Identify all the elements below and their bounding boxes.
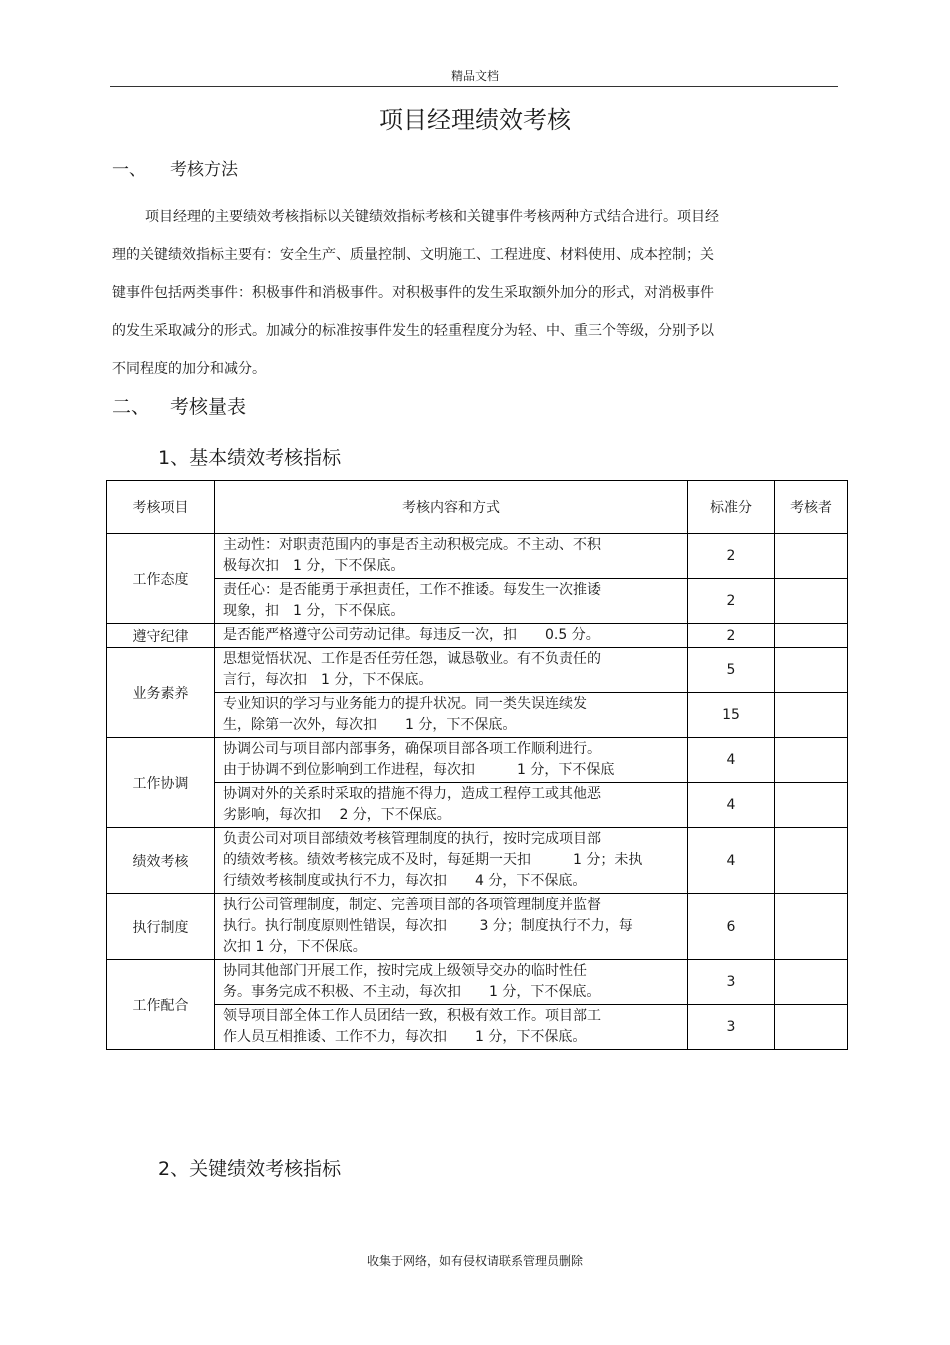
assessor-cell	[775, 960, 848, 1005]
content-cell	[215, 534, 688, 579]
method-paragraph	[112, 198, 758, 388]
column-header: 考核项目	[107, 481, 215, 534]
content-line: 劣影响，每次扣 2 分，下不保底。	[223, 807, 451, 823]
subsection-heading-key: 2、关键绩效考核指标	[158, 1158, 342, 1180]
score-cell: 6	[688, 894, 775, 960]
score-cell: 5	[688, 648, 775, 693]
column-header: 考核内容和方式	[215, 481, 688, 534]
table-row	[107, 738, 848, 783]
score-cell: 15	[688, 693, 775, 738]
paragraph-line: 的发生采取减分的形式。加减分的标准按事件发生的轻重程度分为轻、中、重三个等级，分别予以	[112, 323, 714, 339]
paragraph-line: 不同程度的加分和减分。	[112, 361, 266, 377]
content-line: 思想觉悟状况、工作是否任劳任怨，诚恳敬业。有不负责任的	[223, 651, 601, 667]
category-cell: 绩效考核	[107, 828, 215, 894]
content-cell	[215, 738, 688, 783]
content-line: 协调公司与项目部内部事务，确保项目部各项工作顺利进行。	[223, 741, 601, 757]
content-cell	[215, 579, 688, 624]
table-row	[107, 648, 848, 693]
column-header: 标准分	[688, 481, 775, 534]
assessor-cell	[775, 534, 848, 579]
section-title: 考核方法	[170, 160, 238, 180]
table-row	[107, 960, 848, 1005]
assessor-cell	[775, 894, 848, 960]
content-line: 协同其他部门开展工作，按时完成上级领导交办的临时性任	[223, 963, 587, 979]
content-cell	[215, 648, 688, 693]
table-row	[107, 894, 848, 960]
content-cell	[215, 1005, 688, 1050]
assessor-cell	[775, 828, 848, 894]
score-cell: 4	[688, 783, 775, 828]
content-line: 生，除第一次外，每次扣 1 分，下不保底。	[223, 717, 517, 733]
content-cell	[215, 783, 688, 828]
content-cell	[215, 960, 688, 1005]
content-line: 负责公司对项目部绩效考核管理制度的执行，按时完成项目部	[223, 831, 601, 847]
assessment-table	[106, 480, 848, 1050]
content-line: 领导项目部全体工作人员团结一致，积极有效工作。项目部工	[223, 1008, 601, 1024]
score-cell: 2	[688, 624, 775, 648]
assessor-cell	[775, 624, 848, 648]
content-line: 务。事务完成不积极、不主动，每次扣 1 分，下不保底。	[223, 984, 601, 1000]
column-header: 考核者	[775, 481, 848, 534]
content-line: 言行，每次扣 1 分，下不保底。	[223, 672, 433, 688]
section-title: 考核量表	[170, 396, 247, 418]
score-cell: 3	[688, 960, 775, 1005]
page-header: 精品文档	[450, 69, 499, 83]
content-line: 现象，扣 1 分，下不保底。	[223, 603, 405, 619]
content-line: 由于协调不到位影响到工作进程，每次扣 1 分，下不保底	[223, 762, 615, 778]
section-number: 一、	[112, 160, 146, 180]
content-cell	[215, 894, 688, 960]
assessor-cell	[775, 738, 848, 783]
category-cell: 工作态度	[107, 534, 215, 624]
score-cell: 4	[688, 738, 775, 783]
score-cell: 2	[688, 534, 775, 579]
table-row	[107, 828, 848, 894]
score-cell: 3	[688, 1005, 775, 1050]
score-cell: 2	[688, 579, 775, 624]
category-cell: 业务素养	[107, 648, 215, 738]
content-line: 的绩效考核。绩效考核完成不及时，每延期一天扣 1 分；未执	[223, 852, 643, 868]
paragraph-line: 理的关键绩效指标主要有：安全生产、质量控制、文明施工、工程进度、材料使用、成本控制；关	[112, 247, 714, 263]
document-title: 项目经理绩效考核	[379, 106, 571, 134]
assessor-cell	[775, 693, 848, 738]
table-row	[107, 783, 848, 828]
table-row	[107, 534, 848, 579]
table-header-row	[107, 481, 848, 534]
subsection-heading-basic: 1、基本绩效考核指标	[158, 447, 342, 469]
section-number: 二、	[112, 396, 151, 418]
table-row	[107, 624, 848, 648]
page-footer: 收集于网络，如有侵权请联系管理员删除	[366, 1254, 583, 1268]
assessor-cell	[775, 1005, 848, 1050]
content-line: 行绩效考核制度或执行不力，每次扣 4 分，下不保底。	[223, 873, 587, 889]
table-row	[107, 693, 848, 738]
content-cell	[215, 624, 688, 648]
content-line: 专业知识的学习与业务能力的提升状况。同一类失误连续发	[223, 696, 587, 712]
category-cell: 遵守纪律	[107, 624, 215, 648]
section-heading-2	[112, 392, 246, 419]
content-line: 作人员互相推诿、工作不力，每次扣 1 分，下不保底。	[223, 1029, 587, 1045]
content-line: 是否能严格遵守公司劳动记律。每违反一次，扣 0.5 分。	[223, 627, 600, 643]
table-row	[107, 579, 848, 624]
section-heading-1	[112, 155, 238, 180]
paragraph-line: 键事件包括两类事件：积极事件和消极事件。对积极事件的发生采取额外加分的形式，对消极事件	[112, 285, 714, 301]
content-cell	[215, 828, 688, 894]
content-line: 执行公司管理制度，制定、完善项目部的各项管理制度并监督	[223, 897, 601, 913]
content-line: 主动性：对职责范围内的事是否主动积极完成。不主动、不积	[223, 537, 601, 553]
paragraph-line: 项目经理的主要绩效考核指标以关键绩效指标考核和关键事件考核两种方式结合进行。项目经	[145, 209, 719, 225]
content-line: 执行。执行制度原则性错误，每次扣 3 分；制度执行不力，每	[223, 918, 633, 934]
category-cell: 执行制度	[107, 894, 215, 960]
table-row	[107, 1005, 848, 1050]
assessor-cell	[775, 783, 848, 828]
content-line: 协调对外的关系时采取的措施不得力，造成工程停工或其他恶	[223, 786, 601, 802]
assessor-cell	[775, 579, 848, 624]
content-line: 极每次扣 1 分，下不保底。	[223, 558, 405, 574]
header-divider	[110, 86, 838, 87]
content-line: 责任心：是否能勇于承担责任，工作不推诿。每发生一次推诿	[223, 582, 601, 598]
assessor-cell	[775, 648, 848, 693]
content-cell	[215, 693, 688, 738]
content-line: 次扣 1 分，下不保底。	[223, 939, 367, 955]
category-cell: 工作配合	[107, 960, 215, 1050]
category-cell: 工作协调	[107, 738, 215, 828]
score-cell: 4	[688, 828, 775, 894]
